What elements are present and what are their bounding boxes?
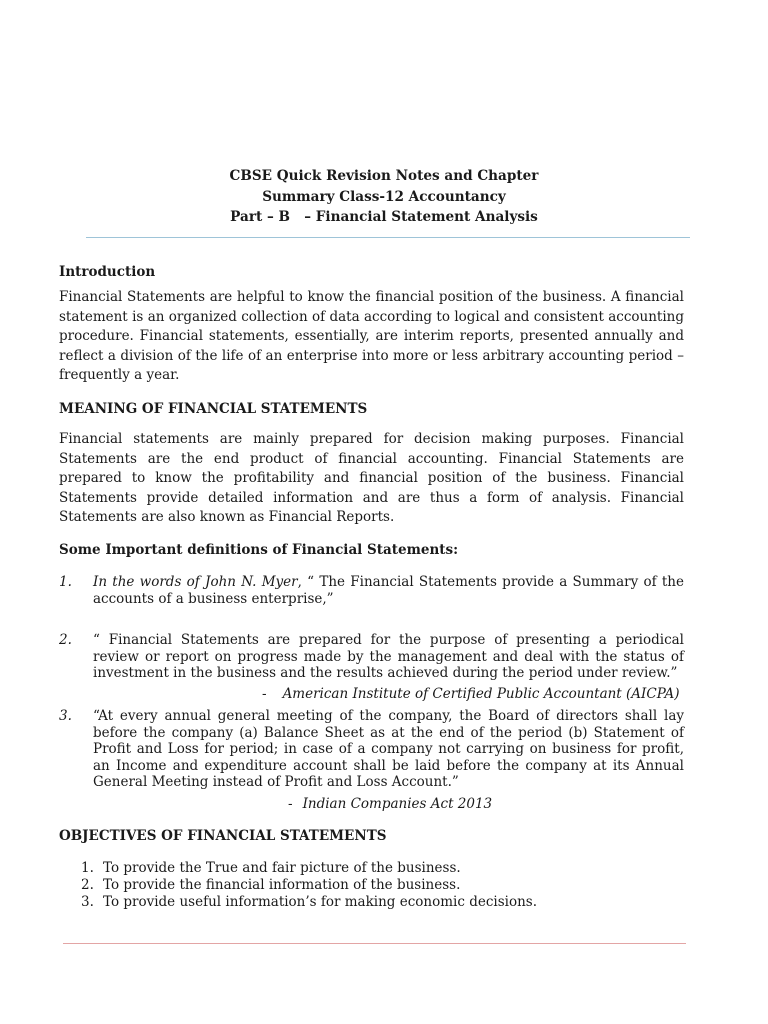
definition-text: “ Financial Statements are prepared for the purpose of presenting a periodical review or report on progress made by the management and deal with the status of investment in the business and the results achieved during the period under review.”	[93, 632, 684, 682]
objectives-list	[81, 860, 537, 911]
definition-source-2	[262, 686, 680, 702]
list-item	[81, 894, 537, 911]
list-number: 2.	[81, 877, 94, 893]
intro-paragraph: Financial Statements are helpful to know the financial position of the business. A financial statement is an organized collection of data according to logical and consistent accounting procedure. Financial statements, essentially, are interim reports, presented annually and reflect a division of the life of an enterprise into more or less arbitrary accounting period – frequently a year.	[59, 289, 684, 384]
definition-lead: In the words of John N. Myer	[93, 574, 298, 590]
objectives-heading: OBJECTIVES OF FINANCIAL STATEMENTS	[59, 828, 387, 844]
title-line-1: CBSE Quick Revision Notes and Chapter	[229, 168, 539, 184]
list-number: 3.	[81, 894, 94, 910]
meaning-heading: MEANING OF FINANCIAL STATEMENTS	[59, 401, 368, 417]
source-dash: -	[262, 686, 267, 702]
source-text: American Institute of Certified Public Accountant (AICPA)	[282, 686, 680, 702]
list-text: To provide the True and fair picture of the business.	[103, 860, 461, 876]
list-text: To provide useful information’s for making economic decisions.	[103, 894, 538, 910]
title-divider	[86, 237, 690, 238]
list-item	[81, 860, 537, 877]
title-line-2: Summary Class-12 Accountancy	[262, 188, 506, 205]
definition-item-3	[59, 708, 684, 791]
title-line-3: Part – B – Financial Statement Analysis	[230, 209, 538, 225]
document-title	[0, 166, 768, 228]
footer-divider	[63, 943, 686, 944]
source-dash: -	[288, 796, 293, 812]
definition-number: 2.	[59, 632, 72, 648]
definition-number: 1.	[59, 574, 72, 590]
definition-body: , “ The Financial Statements provide a Summary of the accounts of a business enterprise,”	[93, 574, 684, 607]
definition-item-2	[59, 632, 684, 682]
list-text: To provide the financial information of the business.	[103, 877, 461, 893]
list-item	[81, 877, 537, 894]
meaning-paragraph: Financial statements are mainly prepared for decision making purposes. Financial Statements are the end product of financial accounting. Financial Statements are prepared to know the profitability and financial position of the business. Financial Statements provide detailed information and are thus a form of analysis. Financial Statements are also known as Financial Reports.	[59, 431, 684, 526]
intro-heading: Introduction	[59, 264, 156, 280]
intro-section	[59, 288, 684, 386]
definition-item-1	[59, 574, 684, 607]
meaning-section	[59, 430, 684, 528]
definition-number: 3.	[59, 708, 72, 724]
source-text: Indian Companies Act 2013	[302, 796, 493, 812]
definition-text: “At every annual general meeting of the company, the Board of directors shall lay before the company (a) Balance Sheet as at the end of the period (b) Statement of Profit and Loss for period; in case of a company not carrying on business for profit, an Income and expenditure account shall be laid before the company at its Annual General Meeting instead of Profit and Loss Account.”	[93, 708, 684, 791]
definition-source-3	[288, 796, 492, 812]
definition-text	[93, 574, 684, 607]
definitions-heading: Some Important definitions of Financial Statements:	[59, 542, 459, 558]
list-number: 1.	[81, 860, 94, 876]
